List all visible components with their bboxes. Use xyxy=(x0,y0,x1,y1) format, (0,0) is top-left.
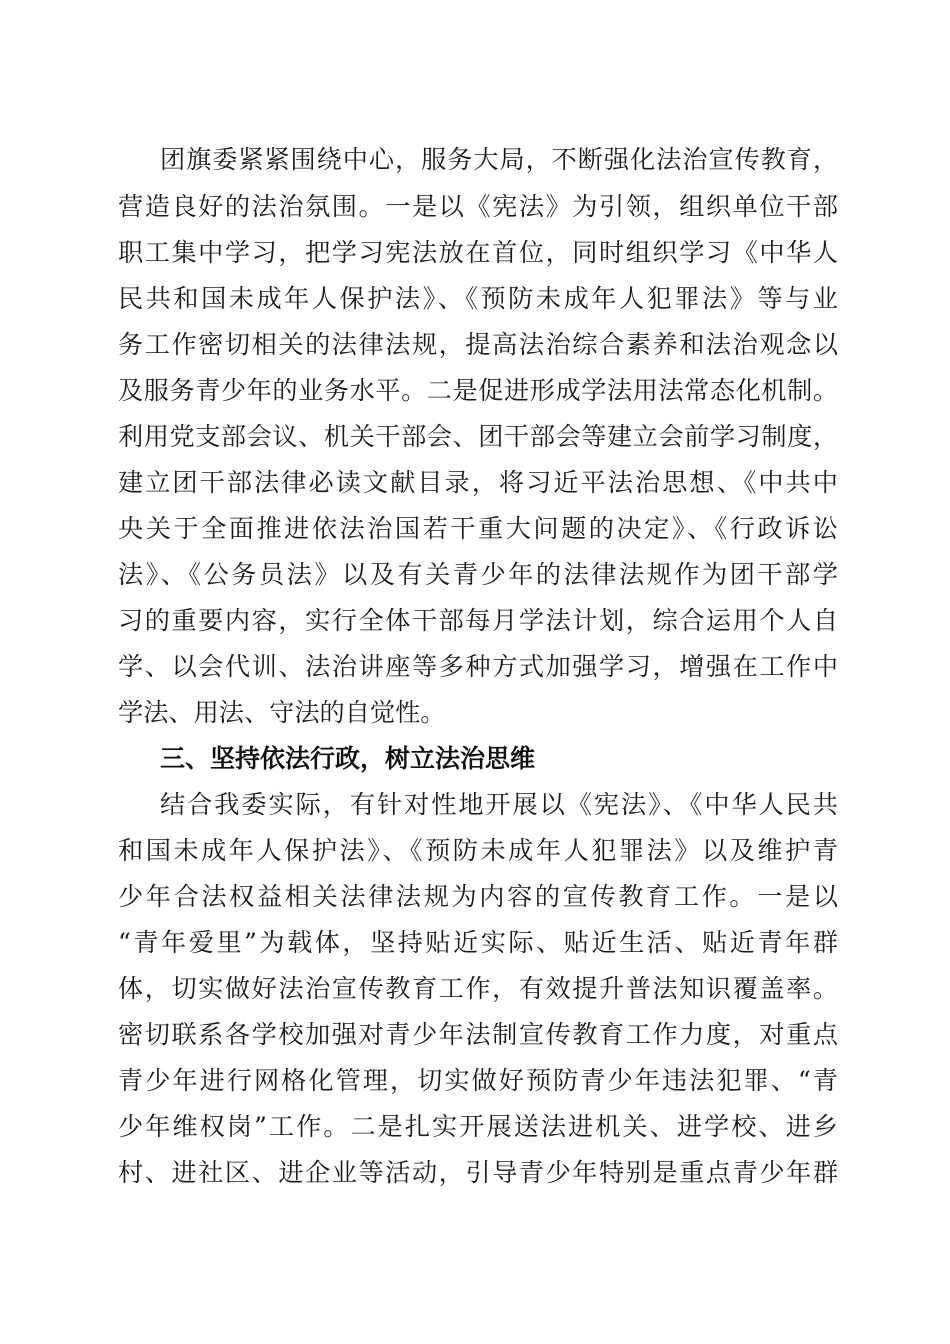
paragraph-line: 民共和国未成年人保护法》、《预防未成年人犯罪法》等与业 xyxy=(118,284,838,313)
paragraph-line: 央关于全面推进依法治国若干重大问题的决定》、《行政诉讼 xyxy=(118,514,838,543)
paragraph-line: 和国未成年人保护法》、《预防未成年人犯罪法》以及维护青 xyxy=(118,836,838,865)
paragraph-line: 青少年进行网格化管理，切实做好预防青少年违法犯罪、“青 xyxy=(118,1066,838,1095)
paragraph-line: 营造良好的法治氛围。一是以《宪法》为引领，组织单位干部 xyxy=(118,192,838,221)
paragraph-line: 结合我委实际，有针对性地开展以《宪法》、《中华人民共 xyxy=(160,790,838,819)
paragraph-line: “青年爱里”为载体，坚持贴近实际、贴近生活、贴近青年群 xyxy=(118,928,838,957)
section-heading: 三、坚持依法行政，树立法治思维 xyxy=(160,744,536,773)
paragraph-line: 学法、用法、守法的自觉性。 xyxy=(118,698,446,727)
paragraph-line: 及服务青少年的业务水平。二是促进形成学法用法常态化机制。 xyxy=(118,376,838,405)
paragraph-line: 法》、《公务员法》以及有关青少年的法律法规作为团干部学 xyxy=(118,560,838,589)
paragraph-line: 利用党支部会议、机关干部会、团干部会等建立会前学习制度， xyxy=(118,422,838,451)
paragraph-line: 体，切实做好法治宣传教育工作，有效提升普法知识覆盖率。 xyxy=(118,974,838,1003)
paragraph-line: 村、进社区、进企业等活动，引导青少年特别是重点青少年群 xyxy=(118,1158,838,1187)
paragraph-line: 职工集中学习，把学习宪法放在首位，同时组织学习《中华人 xyxy=(118,238,838,267)
paragraph-line: 建立团干部法律必读文献目录，将习近平法治思想、《中共中 xyxy=(118,468,838,497)
paragraph-line: 务工作密切相关的法律法规，提高法治综合素养和法治观念以 xyxy=(118,330,838,359)
paragraph-line: 团旗委紧紧围绕中心，服务大局，不断强化法治宣传教育， xyxy=(160,145,838,174)
paragraph-line: 密切联系各学校加强对青少年法制宣传教育工作力度，对重点 xyxy=(118,1020,838,1049)
paragraph-line: 习的重要内容，实行全体干部每月学法计划，综合运用个人自 xyxy=(118,606,838,635)
paragraph-line: 少年合法权益相关法律法规为内容的宣传教育工作。一是以 xyxy=(118,882,838,911)
paragraph-line: 学、以会代训、法治讲座等多种方式加强学习，增强在工作中 xyxy=(118,652,838,681)
paragraph-line: 少年维权岗”工作。二是扎实开展送法进机关、进学校、进乡 xyxy=(118,1112,838,1141)
